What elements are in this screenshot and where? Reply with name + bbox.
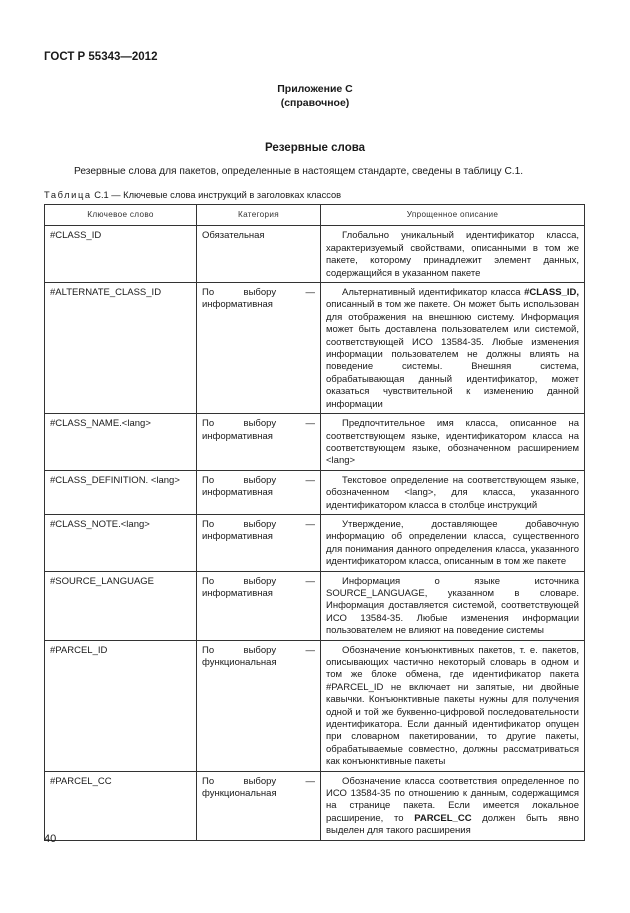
category-cell: По выбору — информативная	[197, 514, 321, 571]
keyword-cell: #CLASS_DEFINITION. <lang>	[45, 470, 197, 514]
keyword-cell: #PARCEL_ID	[45, 640, 197, 771]
keyword-cell: #PARCEL_CC	[45, 771, 197, 840]
description-keyword: PARCEL_CC	[414, 812, 472, 824]
description-cell: Утверждение, доставляющее добавочную информацию об определении класса, существенного для понимания данного определения класса, указанного идентификатором класса, описанным в том же пакете	[321, 514, 585, 571]
table-caption-text: С.1 — Ключевые слова инструкций в заголовках классов	[91, 190, 342, 200]
description-cell	[321, 771, 585, 840]
document-id: ГОСТ Р 55343—2012	[44, 51, 158, 63]
category-cell: По выбору — информативная	[197, 414, 321, 471]
description-text: должен быть явно выделен для такого расширения	[326, 812, 579, 837]
appendix-title: Приложение С	[277, 83, 353, 95]
category-cell: По выбору — функциональная	[197, 771, 321, 840]
description-cell: Предпочтительное имя класса, описанное на соответствующем языке, идентификатором класса на соответствующем языке, обозначенном расширением <lang>	[321, 414, 585, 471]
category-cell: По выбору — информативная	[197, 470, 321, 514]
header-keyword: Ключевое слово	[45, 205, 197, 226]
keyword-cell: #SOURCE_LANGUAGE	[45, 571, 197, 640]
keywords-table	[44, 204, 585, 841]
header-category: Категория	[197, 205, 321, 226]
table-caption-label: Таблица	[44, 190, 92, 200]
category-cell: По выбору — функциональная	[197, 640, 321, 771]
table-row	[45, 571, 585, 640]
table-header-row	[45, 205, 585, 226]
table-row	[45, 470, 585, 514]
table-row	[45, 283, 585, 414]
intro-paragraph: Резервные слова для пакетов, определенные в настоящем стандарте, сведены в таблицу С.1.	[74, 166, 524, 177]
keyword-cell: #CLASS_ID	[45, 226, 197, 283]
keyword-cell: #CLASS_NAME.<lang>	[45, 414, 197, 471]
page-number: 40	[44, 833, 57, 845]
category-cell: По выбору — информативная	[197, 283, 321, 414]
description-cell: Глобально уникальный идентификатор класса, характеризуемый свойствами, описанными в том же пакете, которому принадлежит элемент данных, содержащийся в указанном пакете	[321, 226, 585, 283]
table-caption	[44, 190, 341, 200]
description-text: описанный в том же пакете. Он может быть использован для отображения на внешнюю систему. Информация может быть доставлена пользователем или системой, соответствующей ИСО 13584-35. Любые изменения информации пользователем не должны влиять на поведение системы. Внешняя система, обрабатывающая данный идентификатор, может оказаться чувствительной к изменению данной информации	[326, 299, 579, 410]
header-description: Упрощенное описание	[321, 205, 585, 226]
category-cell: Обязательная	[197, 226, 321, 283]
keyword-cell: #CLASS_NOTE.<lang>	[45, 514, 197, 571]
table-row	[45, 771, 585, 840]
section-title: Резервные слова	[264, 142, 366, 154]
table-row	[45, 514, 585, 571]
appendix-subtitle: (справочное)	[280, 97, 350, 109]
table-row	[45, 226, 585, 283]
description-keyword: #CLASS_ID,	[524, 287, 579, 299]
table-row	[45, 414, 585, 471]
keyword-cell: #ALTERNATE_CLASS_ID	[45, 283, 197, 414]
description-cell: Текстовое определение на соответствующем языке, обозначенном <lang>, для класса, указанного идентификатором класса в столбце инструкций	[321, 470, 585, 514]
description-text: Обозначение класса соответствия определенное по ИСО 13584-35 по отношению к данным, содержащимся на странице пакета. Если имеется локальное расширение, то	[326, 775, 579, 824]
description-text: Альтернативный идентификатор класса	[342, 287, 525, 299]
description-cell: Обозначение конъюнктивных пакетов, т. е. пакетов, описывающих частично некоторый словарь в одном и том же блоке обмена, где идентификатор пакета #PARCEL_ID не включает ни запятые, ни двойные кавычки. Конъюнктивные пакеты нужны для получения одной и той же буквенно-цифровой последовательности идентификатора. Если данный идентификатор опущен при словарном пакетировании, то другие пакеты, обрабатываемые совместно, должны рассматриваться как конъюнктивные пакеты	[321, 640, 585, 771]
description-cell	[321, 283, 585, 414]
category-cell: По выбору — информативная	[197, 571, 321, 640]
table-row	[45, 640, 585, 771]
description-cell: Информация о языке источника SOURCE_LANGUAGE, указанном в словаре. Информация доставляется системой, соответствующей ИСО 13584-35. Любые изменения информации пользователем не влияют на поведение системы	[321, 571, 585, 640]
